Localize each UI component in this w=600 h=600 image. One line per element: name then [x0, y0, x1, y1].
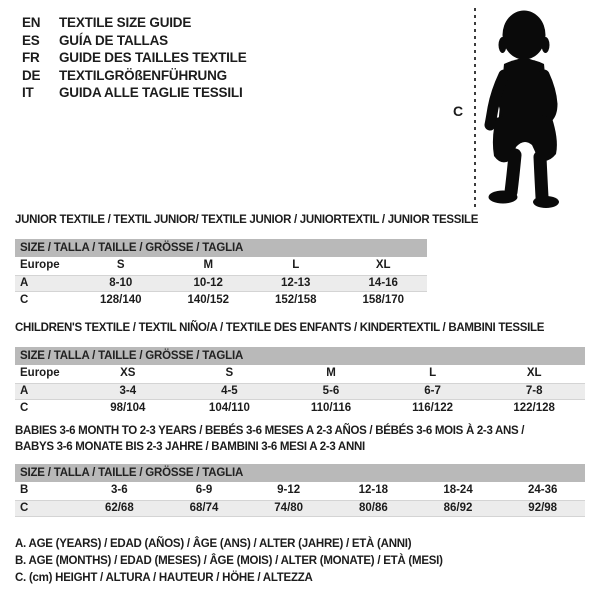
size-cell: XL: [526, 367, 542, 379]
language-code: ES: [22, 32, 40, 48]
table-row-age-months: [15, 482, 585, 500]
table-row-europe: [15, 257, 427, 275]
age-cell: 14-16: [368, 276, 398, 289]
height-cell: 68/74: [189, 501, 219, 514]
children-section-title: CHILDREN'S TEXTILE / TEXTIL NIÑO/A / TEXTILE DES ENFANTS / KINDERTEXTIL / BAMBINI TESSILE: [15, 322, 545, 334]
age-cell: 4-5: [221, 384, 238, 397]
height-cell: 128/140: [99, 294, 142, 306]
language-code: EN: [22, 15, 41, 30]
size-cell: XL: [375, 259, 391, 271]
age-cell: 10-12: [193, 276, 223, 289]
table-row-height: [15, 400, 585, 418]
table-row-europe: [15, 365, 585, 383]
age-cell: 3-6: [111, 484, 128, 496]
language-row-de: [22, 67, 247, 85]
row-label: C: [20, 294, 29, 306]
row-label: A: [20, 276, 29, 289]
legend-note-a: A. AGE (YEARS) / EDAD (AÑOS) / ÂGE (ANS) / ALTER (JAHRE) / ETÀ (ANNI): [15, 538, 412, 550]
height-measure-dashed-line: [474, 8, 476, 207]
age-cell: 24-36: [527, 484, 558, 496]
height-cell: 80/86: [358, 501, 388, 514]
table-row-height: [15, 292, 427, 310]
language-code: DE: [22, 67, 41, 83]
children-size-table: [15, 347, 585, 418]
babies-size-table: [15, 464, 585, 517]
legend-note-b: B. AGE (MONTHS) / EDAD (MESES) / ÂGE (MOIS) / ALTER (MONATE) / ETÀ (MESI): [15, 555, 443, 568]
size-cell: M: [203, 259, 214, 271]
table-row-height: [15, 500, 585, 518]
language-row-es: [22, 32, 247, 50]
size-header-bar: SIZE / TALLA / TAILLE / GRÖSSE / TAGLIA: [15, 464, 585, 482]
language-row-it: [22, 84, 247, 102]
language-title: TEXTILGRÖßENFÜHRUNG: [59, 67, 227, 83]
height-cell: 86/92: [443, 501, 473, 514]
row-label: A: [20, 384, 29, 397]
row-label: C: [20, 402, 29, 414]
junior-section-title: JUNIOR TEXTILE / TEXTIL JUNIOR/ TEXTILE JUNIOR / JUNIORTEXTIL / JUNIOR TESSILE: [15, 214, 479, 226]
height-cell: 140/152: [187, 294, 230, 306]
height-cell: 116/122: [412, 402, 454, 414]
babies-title-line2: BABYS 3-6 MONATE BIS 2-3 JAHRE / BAMBINI 3-6 MESI A 2-3 ANNI: [15, 440, 365, 453]
row-label: Europe: [20, 259, 60, 271]
junior-size-table: [15, 239, 427, 310]
height-cell: 74/80: [274, 501, 304, 514]
babies-title-line1: BABIES 3-6 MONTH TO 2-3 YEARS / BEBÉS 3-6 MESES A 2-3 AÑOS / BÉBÉS 3-6 MOIS À 2-3 ANS /: [15, 425, 525, 437]
height-cell: 92/98: [528, 501, 558, 514]
language-row-en: [22, 14, 247, 32]
height-cell: 152/158: [274, 294, 317, 306]
language-code: IT: [22, 85, 34, 101]
age-cell: 6-7: [424, 384, 441, 397]
age-cell: 5-6: [322, 384, 340, 397]
height-cell: 62/68: [104, 501, 134, 514]
legend-note-c: C. (cm) HEIGHT / ALTURA / HAUTEUR / HÖHE / ALTEZZA: [15, 572, 313, 585]
height-cell: 98/104: [110, 402, 146, 414]
age-cell: 12-18: [358, 484, 389, 496]
age-cell: 6-9: [195, 484, 213, 496]
table-row-age: [15, 383, 585, 401]
legend-notes: [15, 536, 443, 588]
row-label: C: [20, 501, 29, 514]
age-cell: 9-12: [277, 484, 301, 496]
age-cell: 18-24: [443, 484, 473, 496]
size-cell: M: [326, 367, 336, 379]
size-header-bar: SIZE / TALLA / TAILLE / GRÖSSE / TAGLIA: [15, 347, 585, 365]
size-cell: S: [116, 259, 125, 271]
size-header-bar: SIZE / TALLA / TAILLE / GRÖSSE / TAGLIA: [15, 239, 427, 257]
age-cell: 7-8: [525, 384, 543, 397]
language-title: TEXTILE SIZE GUIDE: [59, 15, 192, 30]
baby-silhouette-icon: [480, 8, 575, 208]
height-cell: 110/116: [310, 402, 352, 414]
babies-section-title: [15, 424, 524, 455]
size-cell: S: [225, 367, 234, 379]
age-cell: 3-4: [119, 384, 137, 397]
table-row-age: [15, 275, 427, 293]
row-label: Europe: [20, 367, 60, 379]
size-cell: L: [292, 259, 300, 271]
language-title: GUÍA DE TALLAS: [59, 32, 168, 48]
age-cell: 8-10: [109, 276, 133, 289]
height-cell: 122/128: [513, 402, 555, 414]
language-title-list: [22, 14, 247, 102]
size-cell: L: [429, 367, 437, 379]
row-label: B: [20, 484, 29, 496]
language-title: GUIDA ALLE TAGLIE TESSILI: [59, 85, 243, 101]
language-title: GUIDE DES TAILLES TEXTILE: [59, 50, 247, 66]
height-measure-label: C: [453, 103, 464, 119]
language-row-fr: [22, 49, 247, 67]
height-cell: 104/110: [208, 402, 250, 414]
size-cell: XS: [120, 367, 136, 379]
age-cell: 12-13: [281, 276, 311, 289]
height-cell: 158/170: [362, 294, 405, 306]
language-code: FR: [22, 50, 40, 66]
